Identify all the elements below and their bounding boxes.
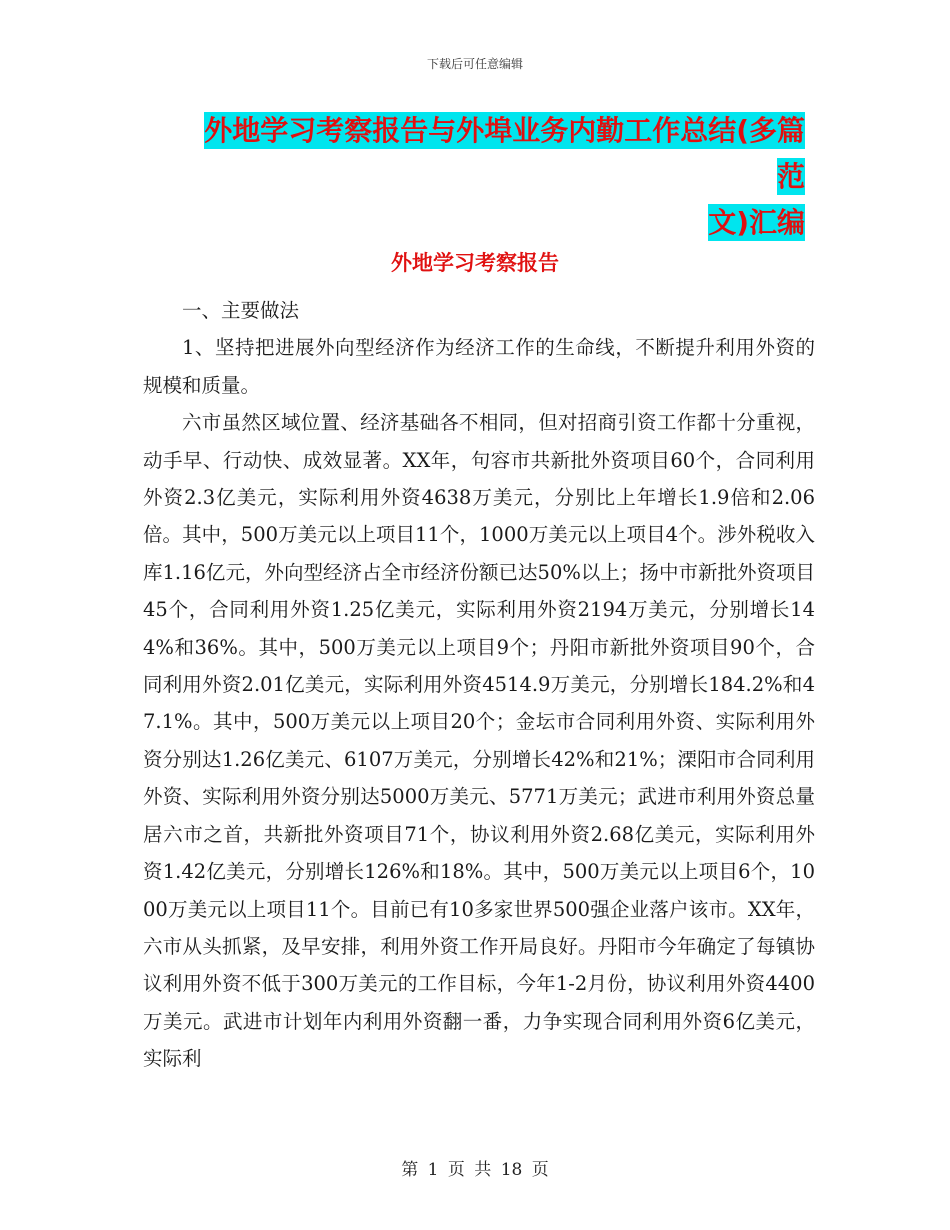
document-title-line1: 外地学习考察报告与外埠业务内勤工作总结(多篇范	[204, 114, 805, 193]
document-title	[195, 108, 805, 246]
page-number-footer: 第 1 页 共 18 页	[401, 1160, 549, 1180]
paragraph-point-1: 1、坚持把进展外向型经济作为经济工作的生命线，不断提升利用外资的规模和质量。	[143, 336, 815, 397]
paragraph-body: 六市虽然区域位置、经济基础各不相同，但对招商引资工作都十分重视，动手早、行动快、成效显著。XX年，句容市共新批外资项目60个，合同利用外资2.3亿美元，实际利用外资4638万美元，分别比上年增长1.9倍和2.06倍。其中，500万美元以上项目11个，1000万美元以上项目4个。涉外税收入库1.16亿元，外向型经济占全市经济份额已达50%以上；扬中市新批外资项目45个，合同利用外资1.25亿美元，实际利用外资2194万美元，分别增长144%和36%。其中，500万美元以上项目9个；丹阳市新批外资项目90个，合同利用外资2.01亿美元，实际利用外资4514.9万美元，分别增长184.2%和47.1%。其中，500万美元以上项目20个；金坛市合同利用外资、实际利用外资分别达1.26亿美元、6107万美元，分别增长42%和21%；溧阳市合同利用外资、实际利用外资分别达5000万美元、5771万美元；武进市利用外资总量居六市之首，共新批外资项目71个，协议利用外资2.68亿美元，实际利用外资1.42亿美元，分别增长126%和18%。其中，500万美元以上项目6个，1000万美元以上项目11个。目前已有10多家世界500强企业落户该市。XX年，六市从头抓紧，及早安排，利用外资工作开局良好。丹阳市今年确定了每镇协议利用外资不低于300万美元的工作目标，今年1-2月份，协议利用外资4400万美元。武进市计划年内利用外资翻一番，力争实现合同利用外资6亿美元，实际利	[143, 411, 815, 1071]
page-header-note: 下载后可任意编辑	[426, 57, 523, 71]
document-body	[143, 292, 815, 1078]
section-title: 外地学习考察报告	[391, 251, 559, 275]
document-title-line2: 文)汇编	[708, 206, 805, 239]
heading-main-practices: 一、主要做法	[182, 299, 300, 322]
